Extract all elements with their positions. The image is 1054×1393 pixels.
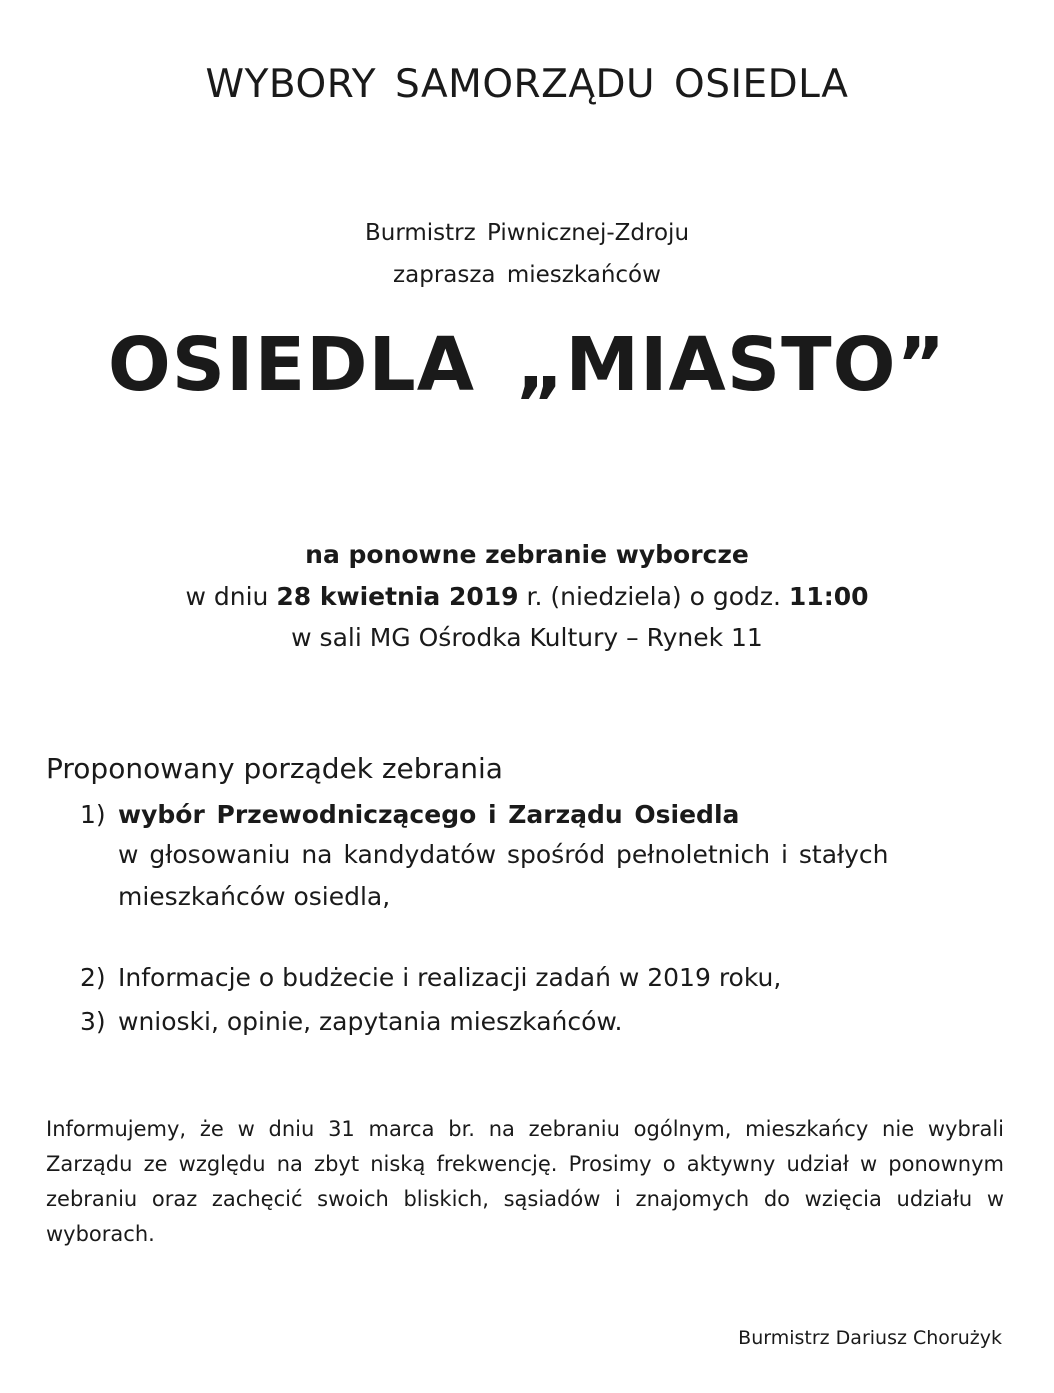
meeting-date: 28 kwietnia 2019 xyxy=(276,582,519,611)
date-prefix: w dniu xyxy=(185,582,277,611)
inviter-line: Burmistrz Piwnicznej-Zdroju xyxy=(364,220,690,246)
agenda-item xyxy=(80,800,739,829)
agenda-item-number: 1) xyxy=(80,800,106,829)
page-title: WYBORY SAMORZĄDU OSIEDLA xyxy=(205,62,849,107)
agenda-heading: Proponowany porządek zebrania xyxy=(46,752,503,785)
agenda-item-label: wybór Przewodniczącego i Zarządu Osiedla xyxy=(118,800,740,829)
notice-paragraph: Informujemy, że w dniu 31 marca br. na zebraniu ogólnym, mieszkańcy nie wybrali Zarządu ze względu na zbyt niską frekwencję. Prosimy o aktywny udział w ponownym zebraniu oraz zachęcić swoich bliskich, sąsiadów i znajomych do wzięcia udziału w wyborach. xyxy=(46,1117,1004,1246)
agenda-item-number: 3) xyxy=(80,1007,106,1036)
signature: Burmistrz Dariusz Chorużyk xyxy=(738,1327,1002,1349)
agenda-item-label: Informacje o budżecie i realizacji zadań w 2019 roku, xyxy=(118,963,782,992)
agenda-item xyxy=(80,963,781,992)
agenda-item-number: 2) xyxy=(80,963,106,992)
meeting-place: w sali MG Ośrodka Kultury – Rynek 11 xyxy=(291,623,763,652)
meeting-time: 11:00 xyxy=(788,582,869,611)
agenda-item-detail: w głosowaniu na kandydatów spośród pełnoletnich i stałych xyxy=(118,840,889,869)
agenda-item-label: wnioski, opinie, zapytania mieszkańców. xyxy=(118,1007,623,1036)
district-name: OSIEDLA „MIASTO” xyxy=(107,322,947,408)
agenda-item-detail: mieszkańców osiedla, xyxy=(118,882,391,911)
agenda-item xyxy=(80,1007,623,1036)
date-suffix: r. (niedziela) o godz. xyxy=(518,582,789,611)
meeting-date-line xyxy=(0,582,1054,611)
invites-line: zaprasza mieszkańców xyxy=(393,262,661,288)
meeting-type: na ponowne zebranie wyborcze xyxy=(305,540,749,569)
